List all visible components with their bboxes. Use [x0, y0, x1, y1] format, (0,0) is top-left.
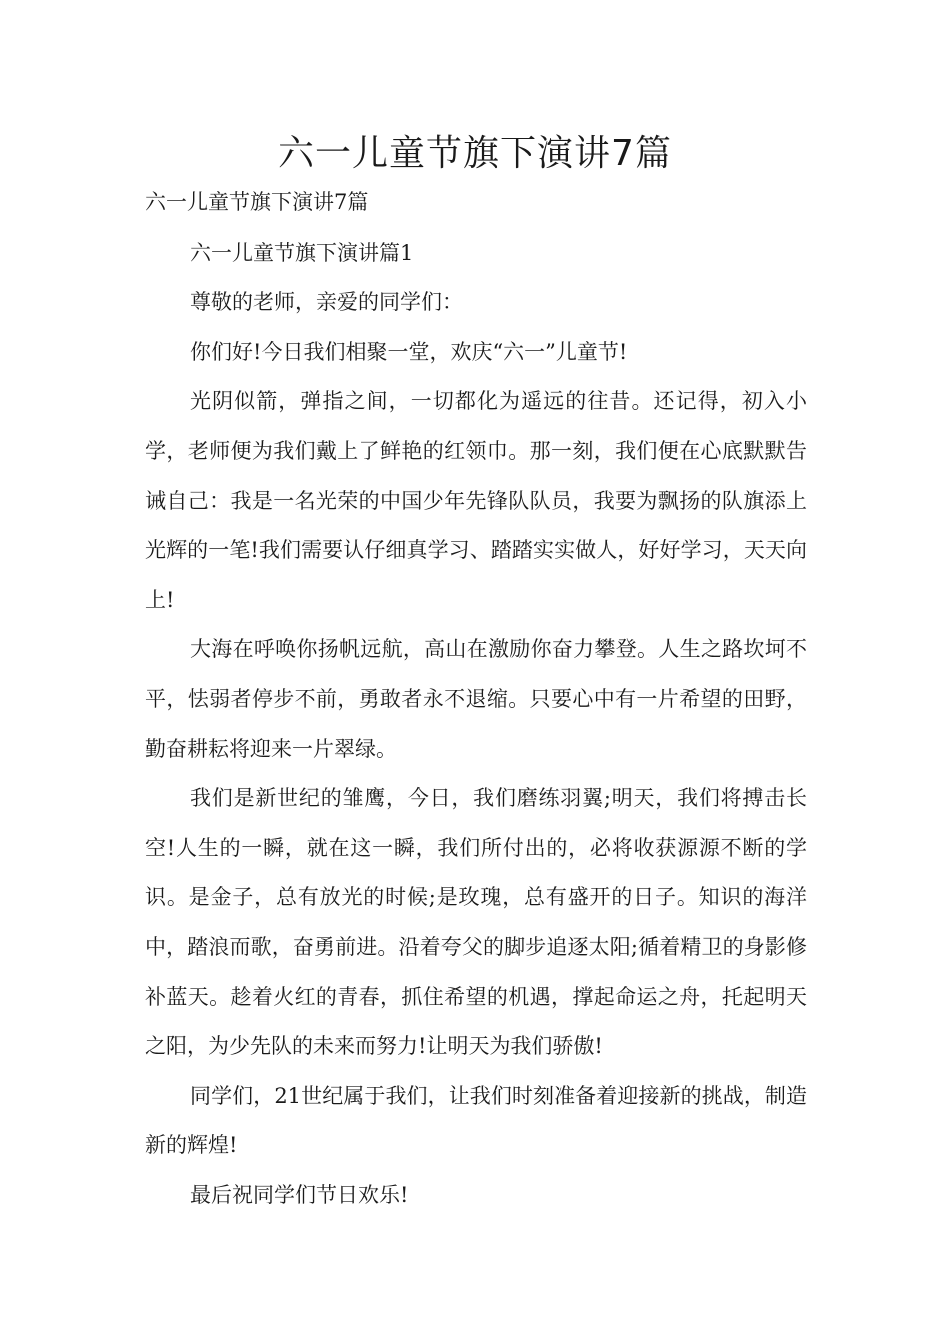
greeting-paragraph: 你们好!今日我们相聚一堂，欢庆“六一”儿童节!	[190, 339, 628, 364]
body-paragraph: 我们是新世纪的雏鹰，今日，我们磨练羽翼;明天，我们将搏击长空!人生的一瞬，就在这一瞬，我们所付出的，必将收获源源不断的学识。是金子，总有放光的时候;是玫瑰，总有盛开的日子。知识的海洋中，踏浪而歌，奋勇前进。沿着夸父的脚步追逐太阳;循着精卫的身影修补蓝天。趁着火红的青春，抓住希望的机遇，撑起命运之舟，托起明天之阳，为少先队的未来而努力!让明天为我们骄傲!	[145, 786, 807, 1059]
salutation: 尊敬的老师，亲爱的同学们：	[190, 290, 463, 315]
document-subtitle: 六一儿童节旗下演讲7篇	[145, 190, 369, 214]
section-heading: 六一儿童节旗下演讲篇1	[190, 240, 414, 265]
body-paragraph: 同学们，21世纪属于我们，让我们时刻准备着迎接新的挑战，制造新的辉煌!	[145, 1083, 807, 1158]
document-title: 六一儿童节旗下演讲7篇	[278, 133, 672, 174]
closing-paragraph: 最后祝同学们节日欢乐!	[190, 1182, 409, 1207]
document-body	[145, 178, 807, 1220]
body-paragraph: 大海在呼唤你扬帆远航，高山在激励你奋力攀登。人生之路坎坷不平，怯弱者停步不前，勇敢者永不退缩。只要心中有一片希望的田野，勤奋耕耘将迎来一片翠绿。	[145, 637, 807, 761]
body-paragraph: 光阴似箭，弹指之间，一切都化为遥远的往昔。还记得，初入小学，老师便为我们戴上了鲜艳的红领巾。那一刻，我们便在心底默默告诫自己：我是一名光荣的中国少年先锋队队员，我要为飘扬的队旗添上光辉的一笔!我们需要认仔细真学习、踏踏实实做人，好好学习，天天向上!	[145, 389, 807, 612]
